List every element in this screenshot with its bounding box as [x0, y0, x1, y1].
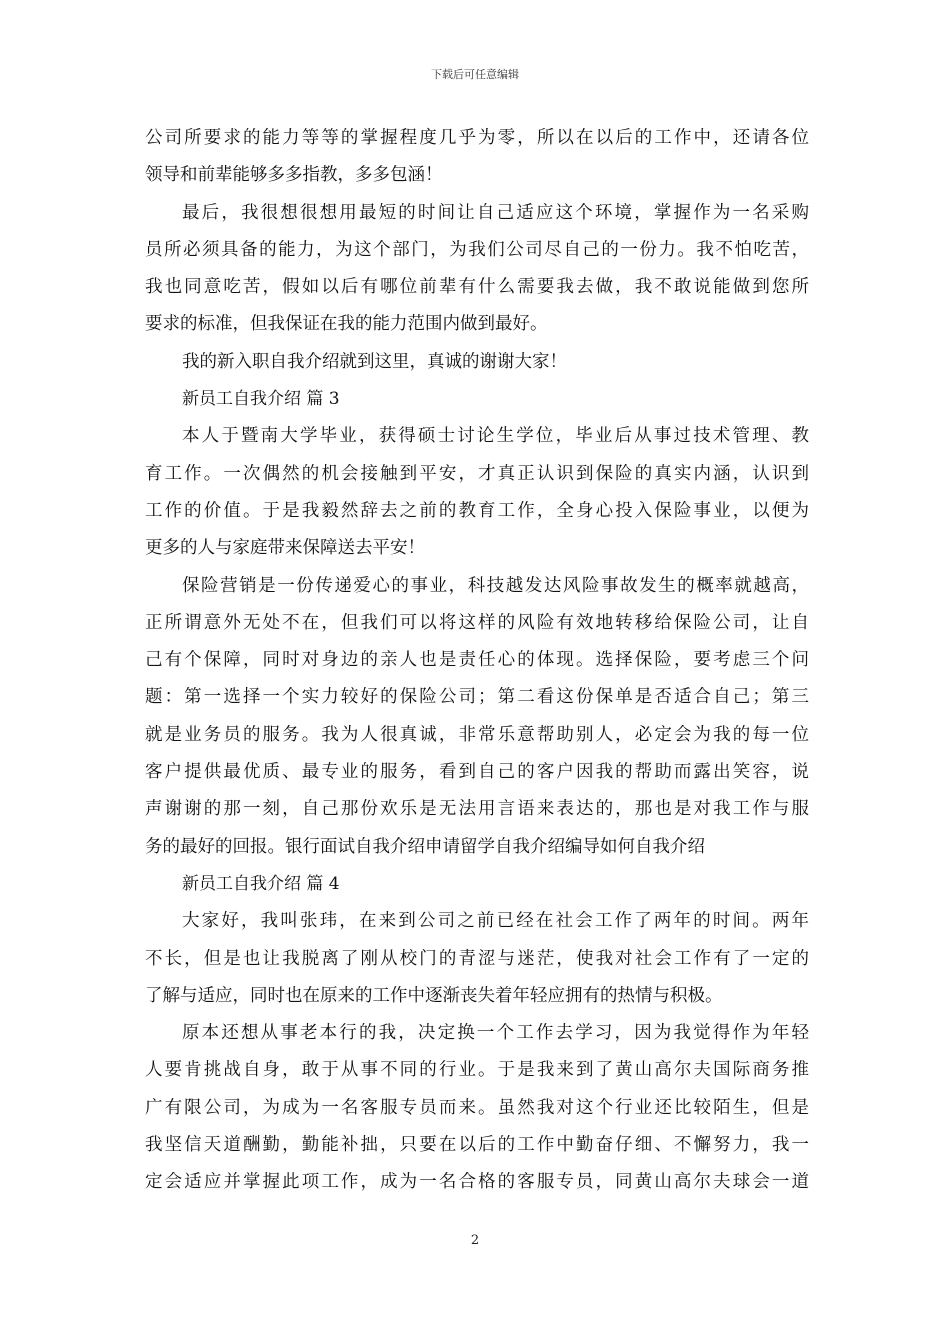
section-heading: 新员工自我介绍 篇 4: [182, 873, 340, 894]
paragraph: [145, 568, 809, 866]
text-line: 声谢谢的那一刻，自己那份欢乐是无法用言语来表达的，那也是对我工作与服: [145, 799, 809, 820]
section-heading: 新员工自我介绍 篇 3: [182, 389, 340, 410]
text-line: 育工作。一次偶然的机会接触到平安，才真正认识到保险的真实内涵，认识到: [145, 463, 809, 484]
text-line: 人要肯挑战自身，敢于从事不同的行业。于是我来到了黄山高尔夫国际商务推: [145, 1060, 809, 1081]
text-line: 原本还想从事老本行的我，决定换一个工作去学习，因为我觉得作为年轻: [182, 1023, 809, 1044]
paragraph: [145, 1015, 809, 1201]
text-line: 保险营销是一份传递爱心的事业，科技越发达风险事故发生的概率就越高，: [182, 575, 809, 596]
paragraph: [145, 120, 809, 195]
text-line: 广有限公司，为成为一名客服专员而来。虽然我对这个行业还比较陌生，但是: [145, 1097, 809, 1118]
page-header: 下载后可任意编辑: [431, 68, 519, 81]
text-line: 了解与适应，同时也在原来的工作中逐渐丧失着年轻应拥有的热情与积极。: [145, 985, 723, 1006]
text-line: 不长，但是也让我脱离了刚从校门的青涩与迷茫，使我对社会工作有了一定的: [145, 948, 809, 969]
paragraph: [145, 195, 809, 344]
text-line: 题：第一选择一个实力较好的保险公司；第二看这份保单是否适合自己；第三: [145, 687, 809, 708]
text-line: 要求的标准，但我保证在我的能力范围内做到最好。: [145, 314, 548, 335]
text-line: 我坚信天道酬勤，勤能补拙，只要在以后的工作中勤奋仔细、不懈努力，我一: [145, 1135, 809, 1156]
text-line: 本人于暨南大学毕业，获得硕士讨论生学位，毕业后从事过技术管理、教: [182, 426, 809, 447]
page-number: 2: [470, 1233, 480, 1248]
text-line: 最后，我很想很想用最短的时间让自己适应这个环境，掌握作为一名采购: [182, 202, 809, 223]
text-line: 我的新入职自我介绍就到这里，真诚的谢谢大家！: [182, 351, 567, 372]
text-line: 更多的人与家庭带来保障送去平安！: [145, 538, 425, 559]
text-line: 就是业务员的服务。我为人很真诚，非常乐意帮助别人，必定会为我的每一位: [145, 724, 809, 745]
text-line: 领导和前辈能够多多指教，多多包涵！: [145, 165, 443, 186]
paragraph: [145, 903, 809, 1015]
text-line: 大家好，我叫张玮，在来到公司之前已经在社会工作了两年的时间。两年: [182, 911, 809, 932]
text-line: 公司所要求的能力等等的掌握程度几乎为零，所以在以后的工作中，还请各位: [145, 128, 809, 148]
text-line: 己有个保障，同时对身边的亲人也是责任心的体现。选择保险，要考虑三个问: [145, 650, 809, 671]
text-line: 我也同意吃苦，假如以后有哪位前辈有什么需要我去做，我不敢说能做到您所: [145, 277, 809, 298]
text-line: 务的最好的回报。银行面试自我介绍申请留学自我介绍编导如何自我介绍: [145, 836, 705, 857]
paragraph: [145, 344, 809, 381]
text-line: 员所必须具备的能力，为这个部门，为我们公司尽自己的一份力。我不怕吃苦，: [145, 239, 809, 260]
text-line: 定会适应并掌握此项工作，成为一名合格的客服专员，同黄山高尔夫球会一道: [145, 1172, 809, 1193]
text-line: 客户提供最优质、最专业的服务，看到自己的客户因我的帮助而露出笑容，说: [145, 762, 809, 783]
document-body: [145, 120, 809, 1202]
paragraph: [145, 418, 809, 567]
text-line: 正所谓意外无处不在，但我们可以将这样的风险有效地转移给保险公司，让自: [145, 612, 809, 633]
text-line: 工作的价值。于是我毅然辞去之前的教育工作，全身心投入保险事业，以便为: [145, 500, 809, 521]
